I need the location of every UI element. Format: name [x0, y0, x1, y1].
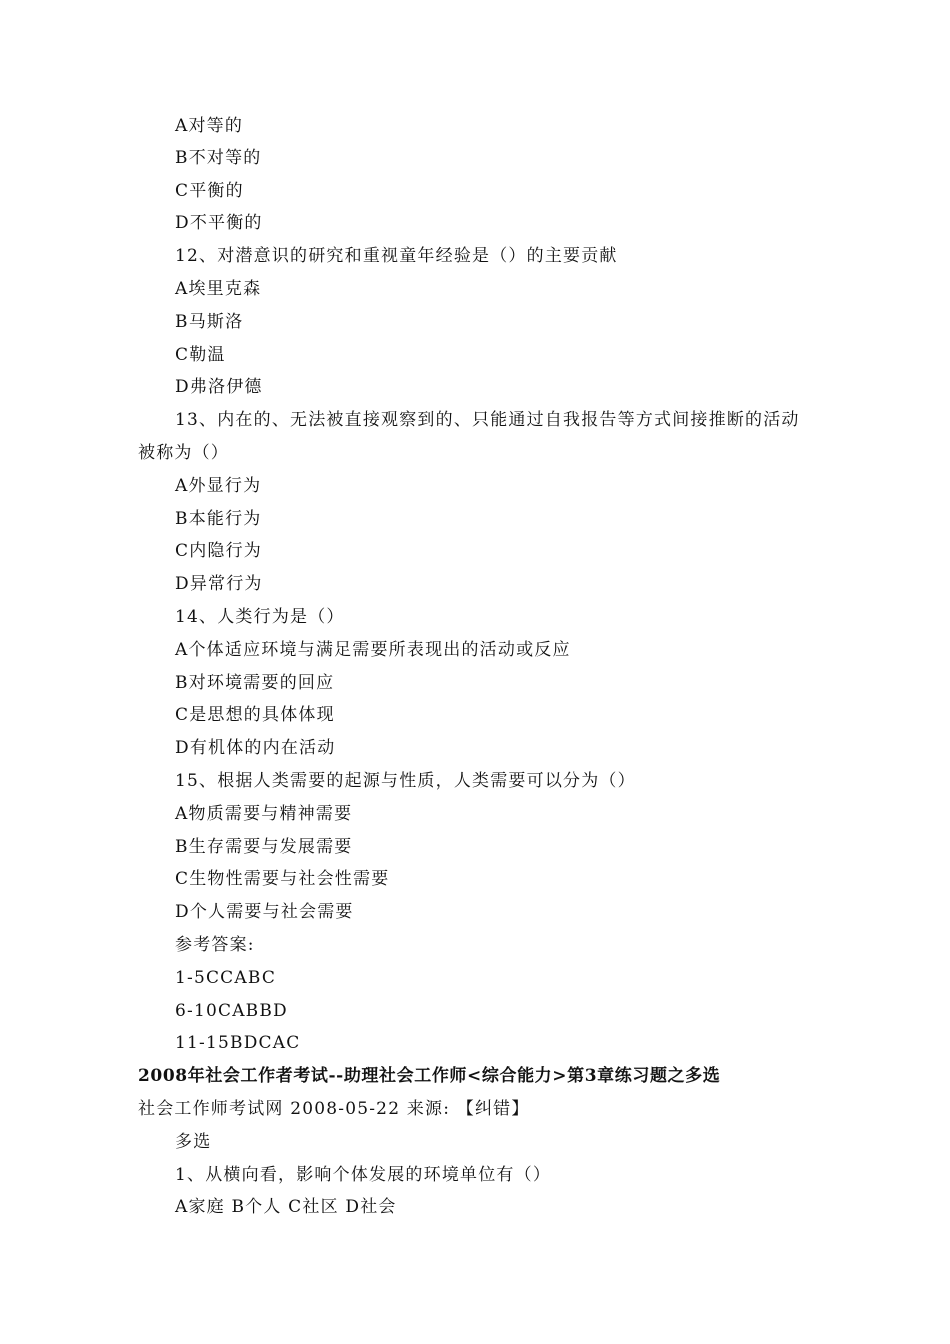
- option-11c: C平衡的: [175, 181, 244, 201]
- question-13: 13、内在的、无法被直接观察到的、只能通过自我报告等方式间接推断的活动: [175, 410, 800, 430]
- option-15b: B生存需要与发展需要: [175, 837, 353, 857]
- option-11a: A对等的: [175, 116, 244, 136]
- option-13d: D异常行为: [175, 574, 263, 594]
- options-m1: A家庭 B个人 C社区 D社会: [175, 1197, 397, 1217]
- option-12a: A埃里克森: [175, 279, 262, 299]
- option-14c: C是思想的具体体现: [175, 705, 335, 725]
- option-13a: A外显行为: [175, 476, 262, 496]
- option-14a: A个体适应环境与满足需要所表现出的活动或反应: [175, 640, 571, 660]
- question-14: 14、人类行为是（）: [175, 607, 345, 627]
- answer-key-6-10: 6-10CABBD: [175, 1001, 288, 1021]
- article-meta: 社会工作师考试网 2008-05-22 来源: 【纠错】: [138, 1099, 530, 1119]
- answer-key-11-15: 11-15BDCAC: [175, 1033, 301, 1053]
- option-14b: B对环境需要的回应: [175, 673, 335, 693]
- option-14d: D有机体的内在活动: [175, 738, 336, 758]
- question-15: 15、根据人类需要的起源与性质，人类需要可以分为（）: [175, 771, 636, 791]
- option-12b: B马斯洛: [175, 312, 244, 332]
- section-heading-multiple-choice: 多选: [175, 1132, 212, 1152]
- question-m1: 1、从横向看，影响个体发展的环境单位有（）: [175, 1165, 552, 1185]
- option-15c: C生物性需要与社会性需要: [175, 869, 390, 889]
- option-15d: D个人需要与社会需要: [175, 902, 354, 922]
- question-13-continued: 被称为（）: [138, 443, 229, 463]
- option-11d: D不平衡的: [175, 213, 263, 233]
- option-11b: B不对等的: [175, 148, 262, 168]
- option-13c: C内隐行为: [175, 541, 263, 561]
- answer-key-heading: 参考答案:: [175, 935, 255, 955]
- article-title: 2008年社会工作者考试--助理社会工作师<综合能力>第3章练习题之多选: [138, 1066, 721, 1086]
- option-12c: C勒温: [175, 345, 226, 365]
- option-12d: D弗洛伊德: [175, 377, 263, 397]
- answer-key-1-5: 1-5CCABC: [175, 968, 277, 988]
- question-12: 12、对潜意识的研究和重视童年经验是（）的主要贡献: [175, 246, 618, 266]
- option-13b: B本能行为: [175, 509, 262, 529]
- option-15a: A物质需要与精神需要: [175, 804, 353, 824]
